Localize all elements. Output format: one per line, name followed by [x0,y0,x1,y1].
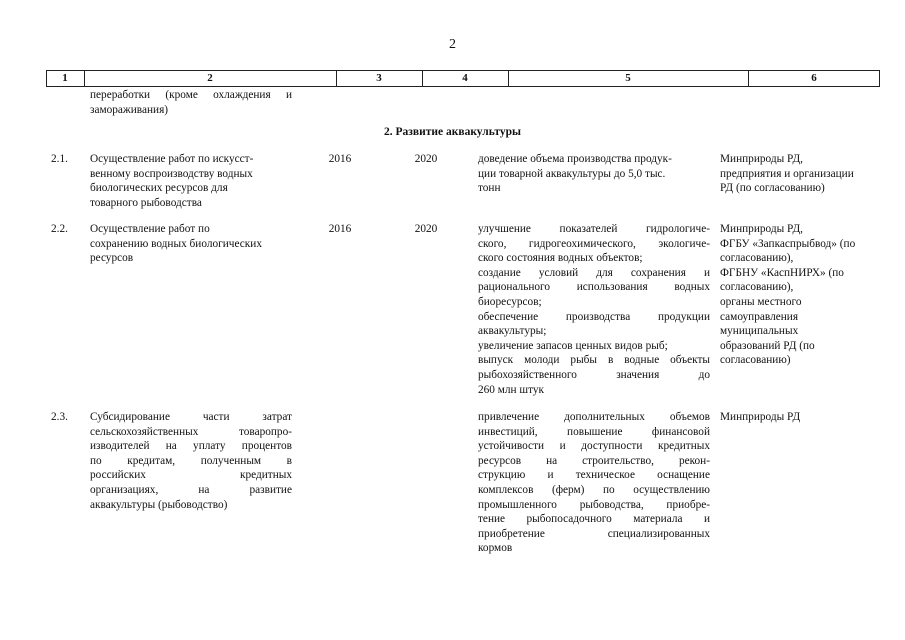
result-line: выпуск молоди рыбы в водные объекты [478,354,710,367]
row-2-1-start-year: 2016 [328,153,352,165]
result-line: 260 млн штук [478,383,545,396]
result-line: биоресурсов; [478,295,542,308]
row-2-1-result [478,152,710,196]
executor-line: органы местного [720,295,802,308]
header-col-4: 4 [462,72,468,84]
name-line: организациях, на развитие [90,483,292,496]
executor-line: образований РД (по [720,339,815,352]
result-line: промышленного рыбоводства, приобре- [478,498,710,511]
executor-line: Минприроды РД, [720,153,803,165]
result-line: комплексов (ферм) по осуществлению [478,483,710,496]
result-line: улучшение показателей гидрологиче- [478,223,710,235]
result-line: ции товарной аквакультуры до 5,0 тыс. [478,167,666,180]
row-2-3-executor [720,410,880,425]
result-line: ского, гидрогеохимического, экологиче- [478,237,710,250]
result-line: аквакультуры; [478,325,547,338]
executor-line: самоуправления [720,310,799,323]
result-line: доведение объема производства продук- [478,153,672,165]
result-line: тение рыбопосадочного материала и [478,513,710,526]
executor-line: Минприроды РД [720,411,801,423]
name-line: ресурсов [90,252,134,265]
executor-line: ФГБНУ «КаспНИРХ» (по [720,266,844,279]
header-col-3: 3 [376,72,382,84]
executor-line: муниципальных [720,325,799,338]
name-line: по кредитам, полученным в [90,454,292,467]
row-2-2-number: 2.2. [51,223,68,235]
result-line: привлечение дополнительных объемов [478,411,710,423]
executor-line: согласованию) [720,354,791,367]
name-line: биологических ресурсов для [90,182,228,195]
name-line: Субсидирование части затрат [90,411,292,423]
result-line: рыбохозяйственного значения до [478,368,710,381]
result-line: создание условий для сохранения и [478,266,710,279]
result-line: струкцию и техническое оснащение [478,469,710,482]
header-col-2: 2 [207,72,213,84]
table-header-row [46,70,880,87]
row-2-1-end-year: 2020 [414,153,438,165]
result-line: приобретение специализированных [478,527,710,540]
result-line: ского состояния водных объектов; [478,252,643,265]
continuation-line: замораживания) [90,103,169,116]
name-line: Осуществление работ по [90,223,210,235]
result-line: обеспечение производства продукции [478,310,710,323]
result-line: увеличение запасов ценных видов рыб; [478,339,668,352]
executor-line: ФГБУ «Запкаспрыбвод» (по [720,237,856,250]
page-number: 2 [449,37,456,52]
row-2-2-name [90,222,300,266]
row-2-2-result [478,222,710,397]
name-line: венному воспроизводству водных [90,167,253,180]
row-2-3-number: 2.3. [51,411,68,423]
continuation-text [90,88,292,117]
row-2-3-result [478,410,710,556]
row-2-1-executor [720,152,880,196]
executor-line: согласованию), [720,281,794,294]
executor-line: Минприроды РД, [720,223,803,235]
result-line: тонн [478,182,501,195]
result-line: кормов [478,542,513,555]
result-line: рационального использования водных [478,281,710,294]
name-line: сохранению водных биологических [90,237,262,250]
executor-line: РД (по согласованию) [720,182,825,195]
row-2-2-executor [720,222,880,368]
row-2-3-name [90,410,292,512]
name-line: российских кредитных [90,469,292,482]
header-col-1: 1 [62,72,68,84]
header-col-6: 6 [811,72,817,84]
executor-line: согласованию), [720,252,794,265]
header-divider [879,71,880,86]
name-line: товарного рыбоводства [90,196,202,209]
name-line: аквакультуры (рыбоводство) [90,498,228,511]
executor-line: предприятия и организации [720,167,854,180]
continuation-line: переработки (кроме охлаждения и [90,89,292,101]
row-2-1-name [90,152,300,210]
name-line: Осуществление работ по искусст- [90,153,254,165]
row-2-1-number: 2.1. [51,153,68,165]
row-2-2-start-year: 2016 [328,223,352,235]
name-line: изводителей на уплату процентов [90,440,292,453]
header-col-5: 5 [625,72,631,84]
result-line: инвестиций, повышение финансовой [478,425,710,438]
section-title: 2. Развитие аквакультуры [384,126,521,138]
row-2-2-end-year: 2020 [414,223,438,235]
result-line: ресурсов на строительство, рекон- [478,454,710,467]
name-line: сельскохозяйственных товаропро- [90,425,292,438]
result-line: устойчивости и доступности кредитных [478,440,710,453]
